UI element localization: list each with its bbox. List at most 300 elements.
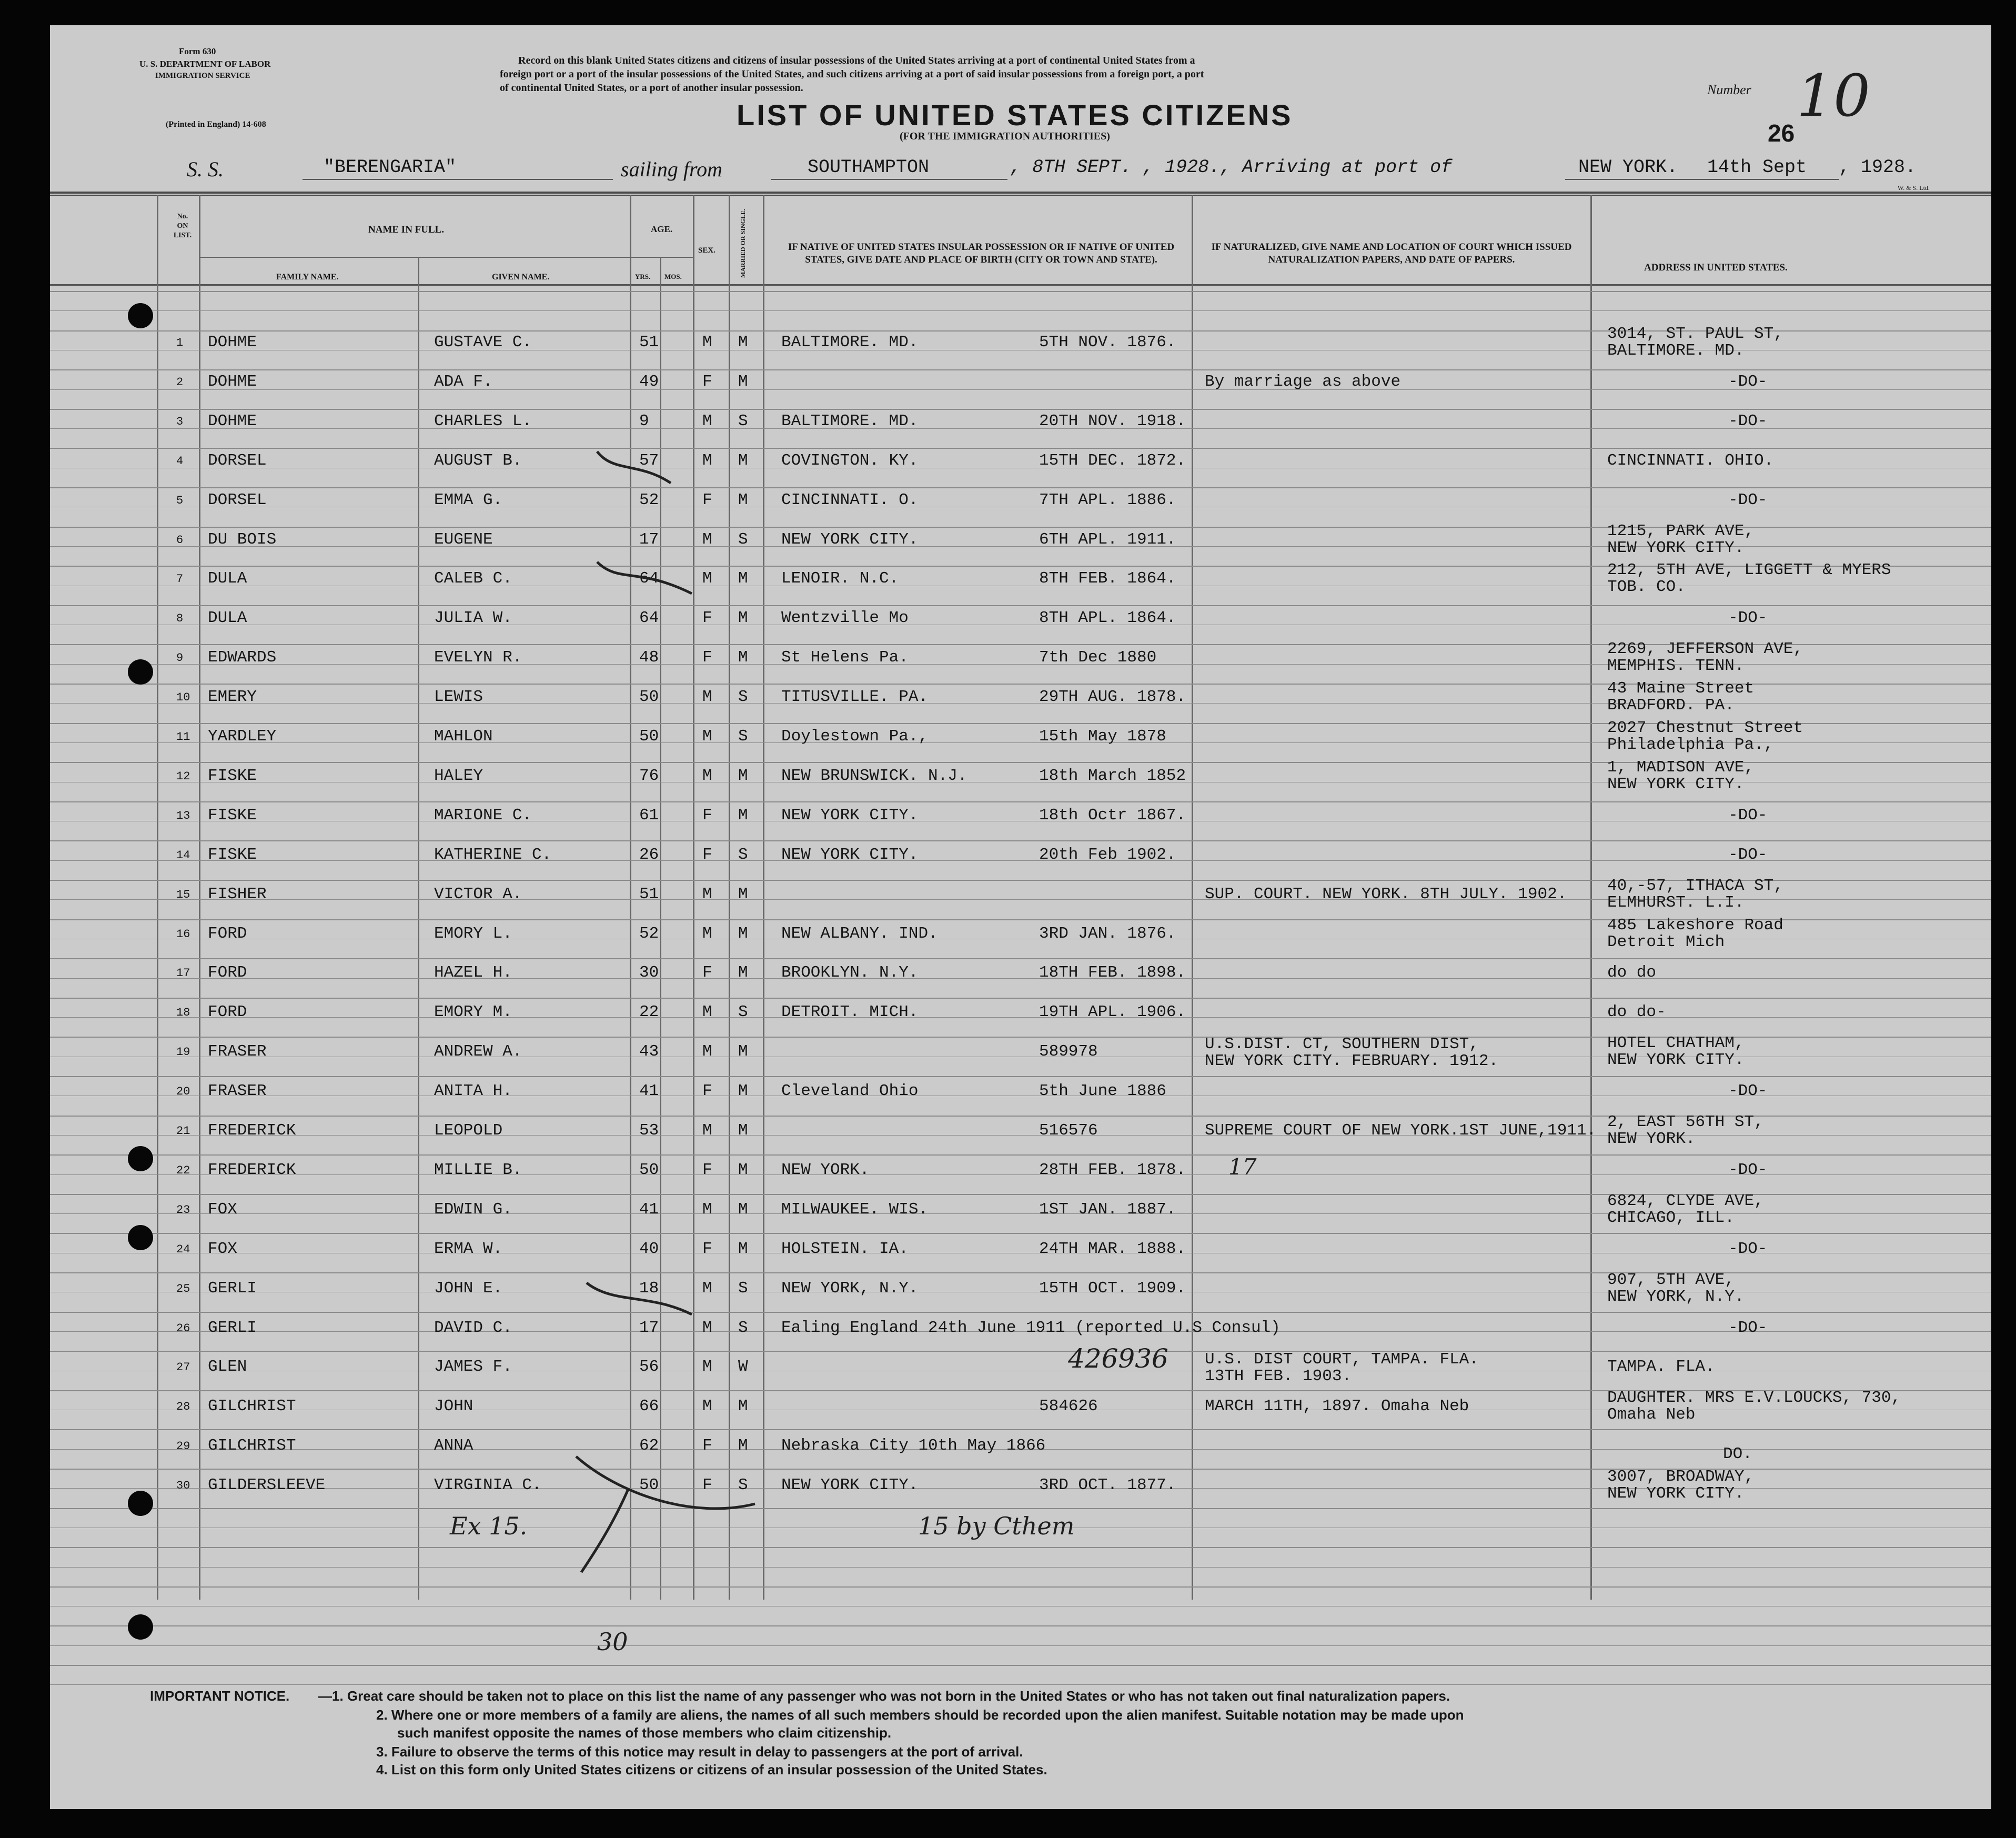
row-rule <box>50 860 1991 861</box>
family-name: FOX <box>208 1200 237 1219</box>
address-line-1: -DO- <box>1728 1082 1768 1101</box>
sex: F <box>702 1437 712 1455</box>
birth-date: 7TH APL. 1886. <box>1039 490 1176 509</box>
birth-date: 6TH APL. 1911. <box>1039 530 1176 549</box>
col-address-header: ADDRESS IN UNITED STATES. <box>1644 262 1788 273</box>
family-name: DULA <box>208 609 247 628</box>
row-rule <box>50 1625 1991 1626</box>
given-name: CHARLES L. <box>434 411 532 430</box>
row-number: 8 <box>176 612 184 626</box>
family-name: FISKE <box>208 845 257 864</box>
row-rule <box>50 1645 1991 1646</box>
sex: M <box>702 1397 712 1416</box>
naturalization: SUP. COURT. NEW YORK. 8TH JULY. 1902. <box>1205 885 1567 903</box>
row-number: 27 <box>176 1361 190 1374</box>
birth-place: TITUSVILLE. PA. <box>781 688 929 707</box>
family-name: DULA <box>208 569 247 588</box>
marital-status: M <box>738 1239 748 1258</box>
service-label: IMMIGRATION SERVICE <box>155 72 250 80</box>
sheet-number: 26 <box>1768 119 1795 147</box>
address-line-1: 2, EAST 56TH ST, <box>1607 1113 1764 1131</box>
birth-place: Doylestown Pa., <box>781 727 929 746</box>
birth-place: NEW YORK CITY. <box>781 845 919 864</box>
row-number: 29 <box>176 1440 190 1453</box>
marital-status: W <box>738 1358 748 1377</box>
address-line-1: 2027 Chestnut Street <box>1607 719 1803 737</box>
address-line-1: 43 Maine Street <box>1607 679 1755 698</box>
birth-date: 8TH APL. 1864. <box>1039 609 1176 628</box>
sex: F <box>702 806 712 825</box>
address-line-1: -DO- <box>1728 609 1768 628</box>
given-name: ADA F. <box>434 372 493 391</box>
age-years: 50 <box>639 688 659 707</box>
address-line-1: -DO- <box>1728 806 1768 825</box>
row-rule <box>50 487 1991 488</box>
birth-date: 24TH MAR. 1888. <box>1039 1239 1186 1258</box>
row-rule <box>50 409 1991 410</box>
age-years: 76 <box>639 766 659 785</box>
age-years: 51 <box>639 333 659 351</box>
marital-status: M <box>738 1437 748 1455</box>
address-line-2: ELMHURST. L.I. <box>1607 893 1745 912</box>
address-line-1: -DO- <box>1728 1160 1768 1179</box>
family-name: GERLI <box>208 1279 257 1298</box>
vline-naturalized <box>1192 195 1193 1600</box>
age-years: 26 <box>639 845 659 864</box>
handwritten-17: 17 <box>1228 1154 1257 1180</box>
birth-place: BALTIMORE. MD. <box>781 411 919 430</box>
ss-label: S. S. <box>187 157 224 181</box>
given-name: KATHERINE C. <box>434 845 552 864</box>
address-line-1: 485 Lakeshore Road <box>1607 916 1783 935</box>
row-rule <box>50 1567 1991 1568</box>
sex: M <box>702 1042 712 1061</box>
row-rule <box>50 1586 1991 1588</box>
row-number: 30 <box>176 1479 190 1493</box>
age-years: 18 <box>639 1279 659 1298</box>
sex: F <box>702 963 712 982</box>
address-line-2: CHICAGO, ILL. <box>1607 1208 1735 1227</box>
punch-hole <box>128 303 153 328</box>
naturalization-line-2: 13TH FEB. 1903. <box>1205 1367 1352 1386</box>
row-number: 4 <box>176 454 184 468</box>
family-name: GERLI <box>208 1318 257 1337</box>
marital-status: M <box>738 1160 748 1179</box>
family-name: FREDERICK <box>208 1160 296 1179</box>
address-line-1: -DO- <box>1728 845 1768 864</box>
age-years: 57 <box>639 451 659 470</box>
marital-status: M <box>738 490 748 509</box>
address-line-1: 1, MADISON AVE, <box>1607 758 1755 777</box>
row-rule <box>50 1233 1991 1234</box>
row-rule <box>50 428 1991 429</box>
row-number: 13 <box>176 809 190 822</box>
row-number: 9 <box>176 651 184 665</box>
age-years: 41 <box>639 1082 659 1101</box>
sex: M <box>702 766 712 785</box>
row-rule <box>50 801 1991 802</box>
birth-date: 516576 <box>1039 1121 1098 1140</box>
row-rule <box>50 1135 1991 1136</box>
family-name: FORD <box>208 1003 247 1022</box>
row-number: 12 <box>176 769 190 783</box>
row-number: 3 <box>176 415 184 428</box>
age-years: 51 <box>639 885 659 903</box>
given-name: JAMES F. <box>434 1358 512 1377</box>
address-line-2: NEW YORK CITY. <box>1607 1484 1745 1503</box>
table-top-rule-2 <box>50 195 1991 196</box>
birth-date: 589978 <box>1039 1042 1098 1061</box>
naturalization: SUPREME COURT OF NEW YORK.1ST JUNE,1911. <box>1205 1121 1597 1140</box>
row-rule <box>50 1154 1991 1156</box>
age-years: 9 <box>639 411 649 430</box>
naturalization: U.S.DIST. CT, SOUTHERN DIST, <box>1205 1035 1479 1054</box>
port-to: NEW YORK. <box>1578 157 1678 178</box>
marital-status: M <box>738 806 748 825</box>
marital-status: M <box>738 372 748 391</box>
given-name: MILLIE B. <box>434 1160 522 1179</box>
punch-hole <box>128 1146 153 1171</box>
family-name: DU BOIS <box>208 530 277 549</box>
birth-date: 19TH APL. 1906. <box>1039 1003 1186 1022</box>
form-number: Form 630 <box>179 46 216 56</box>
arrive-date: 14th Sept <box>1707 157 1807 178</box>
family-name: YARDLEY <box>208 727 277 746</box>
address-line-1: DAUGHTER. MRS E.V.LOUCKS, 730, <box>1607 1389 1901 1408</box>
arrival-underline <box>1565 179 1839 180</box>
address-line-2: DO. <box>1723 1445 1752 1464</box>
row-number: 2 <box>176 375 184 389</box>
birth-date: 3RD OCT. 1877. <box>1039 1476 1176 1495</box>
row-rule <box>50 840 1991 841</box>
birth-place: NEW BRUNSWICK. N.J. <box>781 766 967 785</box>
marital-status: M <box>738 1042 748 1061</box>
family-name: GLEN <box>208 1358 247 1377</box>
instruction-line-1: Record on this blank United States citizens and citizens of insular possessions of the United States arriving at a port of continental United States from a <box>518 55 1195 66</box>
birth-place: Wentzville Mo <box>781 609 909 628</box>
address-line-1: 2269, JEFFERSON AVE, <box>1607 640 1803 659</box>
row-number: 10 <box>176 691 190 705</box>
given-name: EMORY L. <box>434 924 512 943</box>
marital-status: S <box>738 1279 748 1298</box>
address-line-2: Omaha Neb <box>1607 1405 1696 1424</box>
address-line-1: 3007, BROADWAY, <box>1607 1468 1755 1487</box>
birth-date: 5th June 1886 <box>1039 1082 1166 1101</box>
marital-status: S <box>738 1476 748 1495</box>
sex: M <box>702 924 712 943</box>
given-name: HAZEL H. <box>434 963 512 982</box>
birth-date: 8TH FEB. 1864. <box>1039 569 1176 588</box>
sex: M <box>702 1200 712 1219</box>
sex: F <box>702 490 712 509</box>
row-rule <box>50 1017 1991 1018</box>
birth-place: COVINGTON. KY. <box>781 451 919 470</box>
notice-line-2: 2. Where one or more members of a family are aliens, the names of all such members should be recorded upon the alien manifest. Suitable notation may be made upon <box>376 1707 1464 1723</box>
given-name: EUGENE <box>434 530 493 549</box>
given-name: VICTOR A. <box>434 885 522 903</box>
row-rule <box>50 605 1991 606</box>
sail-date: , 8TH SEPT. , 1928., Arriving at port of <box>1010 157 1453 178</box>
punch-hole <box>128 1225 153 1250</box>
birth-place: LENOIR. N.C. <box>781 569 899 588</box>
address-line-1: TAMPA. FLA. <box>1607 1358 1715 1377</box>
marital-status: S <box>738 530 748 549</box>
row-rule <box>50 369 1991 370</box>
row-number: 11 <box>176 730 190 744</box>
age-years: 40 <box>639 1239 659 1258</box>
notice-line-4: 3. Failure to observe the terms of this notice may result in delay to passengers at the port of arrival. <box>376 1744 1023 1760</box>
sex: M <box>702 333 712 351</box>
row-rule <box>50 448 1991 449</box>
family-name: GILDERSLEEVE <box>208 1476 326 1495</box>
row-number: 24 <box>176 1242 190 1256</box>
handwritten-signoff: 15 by Cthem <box>918 1512 1075 1540</box>
col-given-header: GIVEN NAME. <box>492 273 550 282</box>
family-name: FREDERICK <box>208 1121 296 1140</box>
marital-status: M <box>738 924 748 943</box>
marital-status: M <box>738 451 748 470</box>
sex: M <box>702 1279 712 1298</box>
address-line-2: Detroit Mich <box>1607 932 1725 951</box>
naturalization: By marriage as above <box>1205 372 1401 391</box>
col-no-header: No. ON LIST. <box>173 213 192 239</box>
name-subheader-rule <box>199 257 630 258</box>
row-rule <box>50 1312 1991 1313</box>
sex: M <box>702 1003 712 1022</box>
age-years: 49 <box>639 372 659 391</box>
row-number: 28 <box>176 1400 190 1414</box>
age-years: 30 <box>639 963 659 982</box>
address-line-1: 3014, ST. PAUL ST, <box>1607 325 1783 343</box>
given-name: ANNA <box>434 1437 473 1455</box>
marital-status: M <box>738 609 748 628</box>
age-years: 48 <box>639 648 659 667</box>
port-from: SOUTHAMPTON <box>808 157 930 178</box>
birth-place: St Helens Pa. <box>781 648 909 667</box>
marital-status: M <box>738 1200 748 1219</box>
sex: F <box>702 372 712 391</box>
address-line-2: NEW YORK CITY. <box>1607 538 1745 557</box>
age-years: 52 <box>639 924 659 943</box>
row-rule <box>50 1508 1991 1509</box>
birth-date: 584626 <box>1039 1397 1098 1416</box>
punch-hole <box>128 1491 153 1516</box>
handwritten-ex: Ex 15. <box>450 1512 528 1540</box>
marital-status: M <box>738 963 748 982</box>
col-yrs-header: YRS. <box>635 273 651 280</box>
row-number: 1 <box>176 336 184 349</box>
given-name: VIRGINIA C. <box>434 1476 542 1495</box>
marital-status: S <box>738 1003 748 1022</box>
row-number: 20 <box>176 1085 190 1099</box>
marital-status: M <box>738 569 748 588</box>
row-number: 22 <box>176 1163 190 1177</box>
row-number: 16 <box>176 927 190 941</box>
row-number: 14 <box>176 848 190 862</box>
col-family-header: FAMILY NAME. <box>276 273 339 282</box>
sex: M <box>702 688 712 707</box>
address-line-2: NEW YORK, N.Y. <box>1607 1287 1745 1306</box>
row-rule <box>50 978 1991 979</box>
vline-no <box>157 195 158 1600</box>
address-line-1: do do <box>1607 963 1657 982</box>
notice-line-5: 4. List on this form only United States citizens or citizens of an insular possession of the United States. <box>376 1762 1047 1777</box>
naturalization: U.S. DIST COURT, TAMPA. FLA. <box>1205 1350 1479 1369</box>
naturalization-line-2: NEW YORK CITY. FEBRUARY. 1912. <box>1205 1052 1499 1071</box>
col-name-header: NAME IN FULL. <box>368 224 445 235</box>
given-name: AUGUST B. <box>434 451 522 470</box>
given-name: CALEB C. <box>434 569 512 588</box>
birth-date: 18th Octr 1867. <box>1039 806 1186 825</box>
family-name: EMERY <box>208 688 257 707</box>
vline-family <box>199 195 200 1600</box>
birth-date: 20TH NOV. 1918. <box>1039 411 1186 430</box>
address-line-1: -DO- <box>1728 490 1768 509</box>
row-rule <box>50 1429 1991 1430</box>
row-number: 26 <box>176 1321 190 1335</box>
row-number: 17 <box>176 967 190 980</box>
family-name: FRASER <box>208 1042 267 1061</box>
given-name: LEWIS <box>434 688 483 707</box>
age-years: 50 <box>639 1476 659 1495</box>
number-label: Number <box>1707 82 1751 97</box>
col-naturalized-header: IF NATURALIZED, GIVE NAME AND LOCATION OF COURT WHICH ISSUED NATURALIZATION PAPERS, AND DATE OF PAPERS. <box>1211 242 1572 265</box>
address-line-2: Philadelphia Pa., <box>1607 736 1774 754</box>
sex: F <box>702 1239 712 1258</box>
given-name: MARIONE C. <box>434 806 532 825</box>
birth-date: 3RD JAN. 1876. <box>1039 924 1176 943</box>
family-name: DOHME <box>208 411 257 430</box>
punch-hole <box>128 1614 153 1640</box>
birth-place: CINCINNATI. O. <box>781 490 919 509</box>
notice-label: IMPORTANT NOTICE. <box>150 1688 290 1704</box>
instruction-line-3: of continental United States, or a port of another insular possession. <box>500 82 803 94</box>
birth-place: NEW YORK. <box>781 1160 870 1179</box>
given-name: GUSTAVE C. <box>434 333 532 351</box>
sex: M <box>702 451 712 470</box>
given-name: ERMA W. <box>434 1239 503 1258</box>
address-line-1: -DO- <box>1728 372 1768 391</box>
given-name: JULIA W. <box>434 609 512 628</box>
marital-status: S <box>738 727 748 746</box>
address-line-1: -DO- <box>1728 1239 1768 1258</box>
form-title: LIST OF UNITED STATES CITIZENS <box>737 98 1293 132</box>
row-number: 5 <box>176 494 184 507</box>
port-underline <box>771 179 1007 180</box>
number-value: 10 <box>1797 62 1870 129</box>
row-rule <box>50 310 1991 311</box>
birth-place: NEW YORK CITY. <box>781 1476 919 1495</box>
row-rule <box>50 291 1991 292</box>
row-rule <box>50 1684 1991 1685</box>
family-name: FISKE <box>208 766 257 785</box>
marital-status: M <box>738 766 748 785</box>
marital-status: S <box>738 688 748 707</box>
row-number: 19 <box>176 1046 190 1059</box>
form-subtitle: (FOR THE IMMIGRATION AUTHORITIES) <box>900 130 1110 142</box>
address-line-1: 907, 5TH AVE, <box>1607 1270 1735 1289</box>
sex: F <box>702 1082 712 1101</box>
age-years: 52 <box>639 490 659 509</box>
marital-status: S <box>738 1318 748 1337</box>
marital-status: M <box>738 1121 748 1140</box>
row-rule <box>50 1076 1991 1077</box>
age-years: 22 <box>639 1003 659 1022</box>
birth-place: NEW YORK, N.Y. <box>781 1279 919 1298</box>
row-number: 23 <box>176 1203 190 1217</box>
address-line-2: NEW YORK CITY. <box>1607 1051 1745 1070</box>
birth-place: NEW ALBANY. IND. <box>781 924 938 943</box>
address-line-1: -DO- <box>1728 1318 1768 1337</box>
vline-address <box>1590 195 1592 1600</box>
address-line-2: NEW YORK CITY. <box>1607 775 1745 794</box>
birth-place: MILWAUKEE. WIS. <box>781 1200 929 1219</box>
sex: F <box>702 845 712 864</box>
row-number: 25 <box>176 1282 190 1295</box>
sex: M <box>702 1318 712 1337</box>
address-line-1: 40,-57, ITHACA ST, <box>1607 876 1783 895</box>
age-years: 50 <box>639 727 659 746</box>
marital-status: M <box>738 1397 748 1416</box>
given-name: JOHN <box>434 1397 473 1416</box>
instruction-line-2: foreign port or a port of the insular possessions of the United States, and such citizens arriving at a port of said insular possessions from a foreign port, a port <box>500 68 1204 80</box>
col-married-header: MARRIED OR SINGLE. <box>739 208 747 278</box>
birth-place: BALTIMORE. MD. <box>781 333 919 351</box>
given-name: EMORY M. <box>434 1003 512 1022</box>
row-number: 21 <box>176 1124 190 1138</box>
row-rule <box>50 998 1991 999</box>
table-top-rule <box>50 192 1991 194</box>
sex: M <box>702 411 712 430</box>
vline-given <box>418 257 419 1600</box>
given-name: ANDREW A. <box>434 1042 522 1061</box>
address-line-1: -DO- <box>1728 411 1768 430</box>
age-years: 64 <box>639 609 659 628</box>
birth-place: NEW YORK CITY. <box>781 530 919 549</box>
address-line-1: do do- <box>1607 1003 1666 1022</box>
birth-date: 28TH FEB. 1878. <box>1039 1160 1186 1179</box>
handwritten-number: 426936 <box>1068 1343 1168 1374</box>
birth-date: 5TH NOV. 1876. <box>1039 333 1176 351</box>
col-sex-header: SEX. <box>698 246 715 255</box>
row-rule <box>50 389 1991 390</box>
family-name: FORD <box>208 963 247 982</box>
given-name: ANITA H. <box>434 1082 512 1101</box>
birth-date: 15TH OCT. 1909. <box>1039 1279 1186 1298</box>
row-number: 7 <box>176 573 184 586</box>
marital-status: M <box>738 333 748 351</box>
birth-date: 7th Dec 1880 <box>1039 648 1157 667</box>
check-marks <box>534 441 808 1625</box>
sex: M <box>702 885 712 903</box>
marital-status: S <box>738 411 748 430</box>
address-line-1: CINCINNATI. OHIO. <box>1607 451 1774 470</box>
given-name: EDWIN G. <box>434 1200 512 1219</box>
row-rule <box>50 1547 1991 1548</box>
age-subheader-rule <box>630 257 693 258</box>
sex: M <box>702 1121 712 1140</box>
given-name: JOHN E. <box>434 1279 503 1298</box>
sex: F <box>702 609 712 628</box>
address-line-2: BRADFORD. PA. <box>1607 696 1735 715</box>
header-bottom-rule <box>50 284 1991 286</box>
punch-hole <box>128 659 153 685</box>
birth-date: 20th Feb 1902. <box>1039 845 1176 864</box>
age-years: 43 <box>639 1042 659 1061</box>
age-years: 53 <box>639 1121 659 1140</box>
address-line-2: BALTIMORE. MD. <box>1607 342 1745 360</box>
family-name: FISKE <box>208 806 257 825</box>
